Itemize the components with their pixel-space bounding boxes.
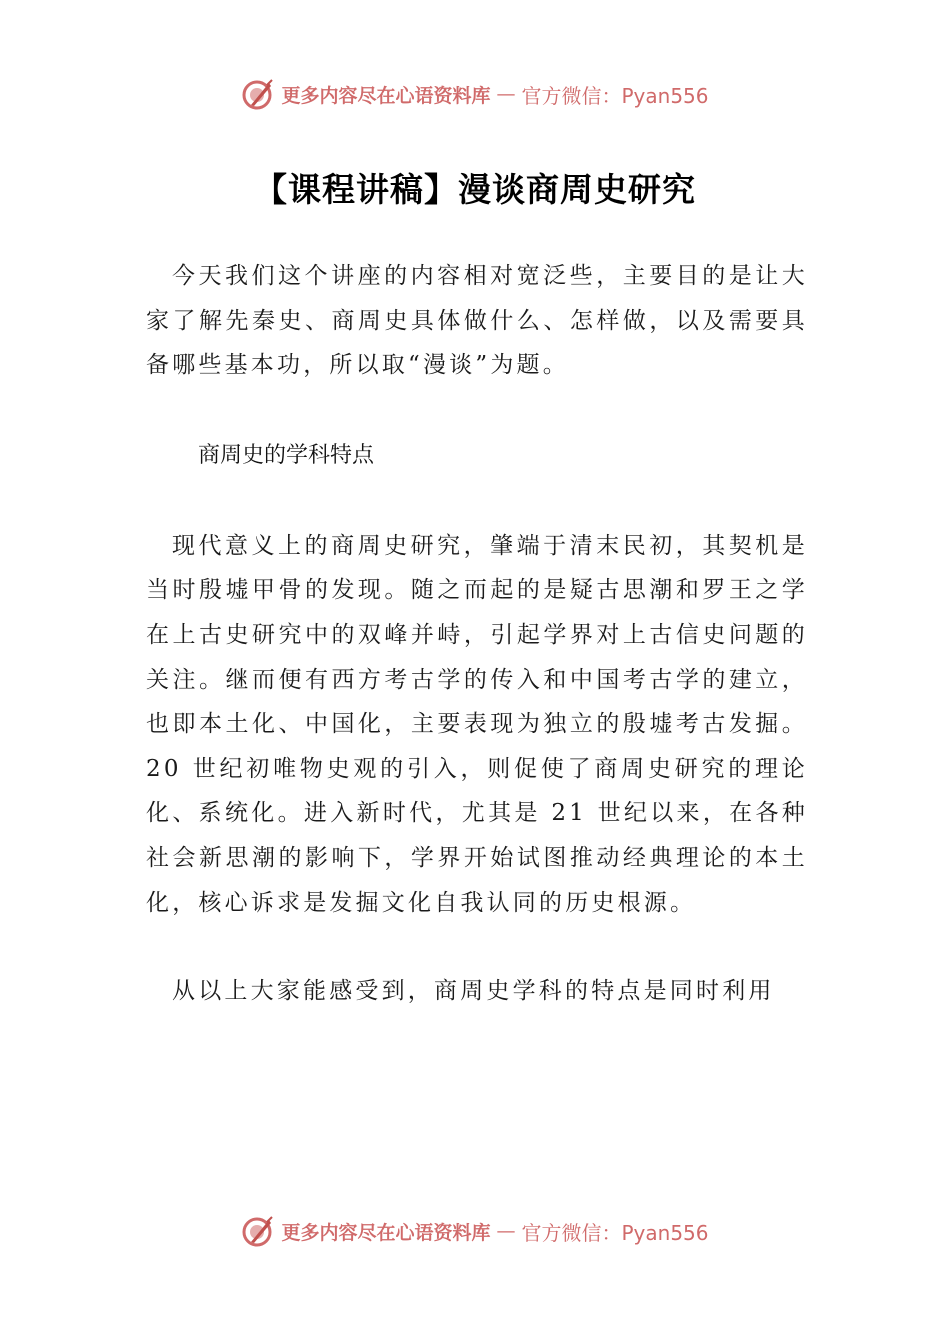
- watermark-text: 更多内容尽在心语资料库: [281, 1221, 491, 1244]
- watermark-separator: —: [496, 83, 516, 105]
- section-heading: 商周史的学科特点: [198, 442, 375, 468]
- watermark-header: [0, 74, 950, 114]
- section-paragraph: 现代意义上的商周史研究，肇端于清末民初，其契机是当时殷墟甲骨的发现。随之而起的是疑古思潮和罗王之学在上古史研究中的双峰并峙，引起学界对上古信史问题的关注。继而便有西方考古学的传入和中国考古学的建立，也即本土化、中国化，主要表现为独立的殷墟考古发掘。20 世纪初唯物史观的引入，则促使了商周史研究的理论化、系统化。进入新时代，尤其是 21 世纪以来，在各种社会新思潮的影响下，学界开始试图推动经典理论的本土化，核心诉求是发掘文化自我认同的历史根源。: [146, 532, 808, 916]
- watermark-wechat: 官方微信：Pyan556: [521, 1220, 709, 1245]
- watermark-text: 更多内容尽在心语资料库: [281, 84, 491, 107]
- watermark-wechat: 官方微信：Pyan556: [521, 83, 709, 108]
- watermark-separator: —: [496, 1220, 516, 1242]
- quill-logo-icon: [241, 77, 275, 111]
- document-body: [146, 254, 808, 1014]
- section-paragraph: 从以上大家能感受到，商周史学科的特点是同时利用: [172, 978, 775, 1005]
- intro-paragraph: 今天我们这个讲座的内容相对宽泛些，主要目的是让大家了解先秦史、商周史具体做什么、怎样做，以及需要具备哪些基本功，所以取“漫谈”为题。: [146, 263, 808, 379]
- quill-logo-icon: [241, 1214, 275, 1248]
- document-title: 【课程讲稿】漫谈商周史研究: [254, 170, 696, 209]
- watermark-footer: [0, 1211, 950, 1251]
